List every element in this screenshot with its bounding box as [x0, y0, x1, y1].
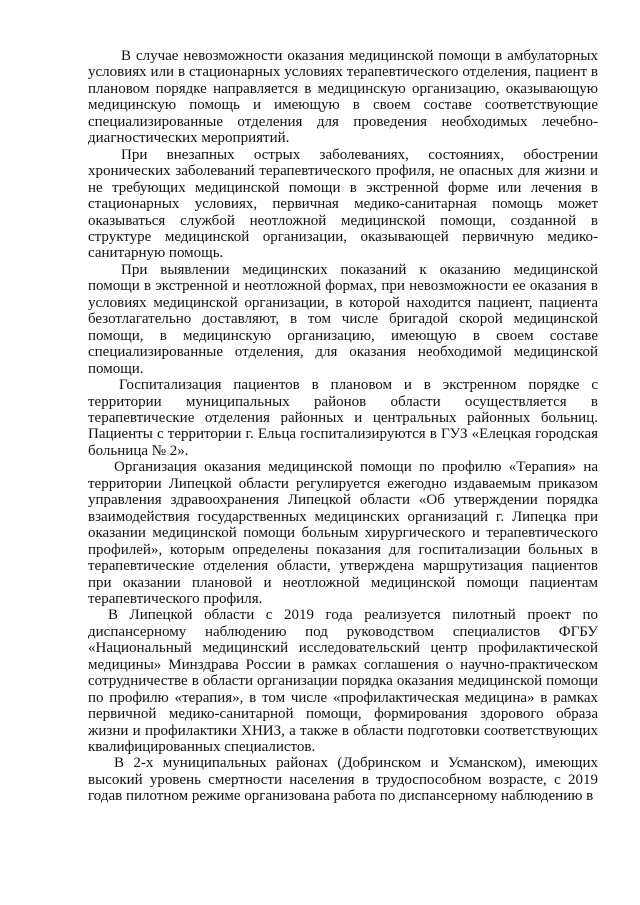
paragraph-1: В случае невозможности оказания медицинской помощи в амбулаторных условиях или в стационарных условиях терапевтического отделения, пациент в плановом порядке направляется в медицинскую организацию, оказывающую медицинскую помощь и имеющую в своем составе соответствующие специализированные отделения для проведения необходимых лечебно-диагностических мероприятий. — [88, 48, 598, 147]
paragraph-2: При внезапных острых заболеваниях, состояниях, обострении хронических заболеваний терапевтического профиля, не опасных для жизни и не требующих медицинской помощи в экстренной форме или лечения в стационарных условиях, первичная медико-санитарная помощь может оказываться службой неотложной медицинской помощи, созданной в структуре медицинской организации, оказывающей первичную медико-санитарную помощь. — [88, 146, 598, 262]
paragraph-7: В 2-х муниципальных районах (Добринском и Усманском), имеющих высокий уровень смертности населения в трудоспособном возрасте, с 2019 годав пилотном режиме организована работа по диспансерному наблюдению в — [88, 755, 598, 805]
paragraph-5: Организация оказания медицинской помощи по профилю «Терапия» на территории Липецкой области регулируется ежегодно издаваемым приказом управления здравоохранения Липецкой области «Об утверждении порядка взаимодействия государственных медицинских организаций г. Липецка при оказании медицинской помощи больным хирургического и терапевтического профилей», которым определены показания для госпитализации больных в терапевтические отделения области, утверждена маршрутизация пациентов при оказании плановой и неотложной медицинской помощи пациентам терапевтического профиля. — [88, 459, 598, 607]
document-page — [88, 48, 598, 805]
paragraph-3: При выявлении медицинских показаний к оказанию медицинской помощи в экстренной и неотложной формах, при невозможности ее оказания в условиях медицинской организации, в которой находится пациент, пациента безотлагательно доставляют, в том числе бригадой скорой медицинской помощи, в медицинскую организацию, имеющую в своем составе специализированные отделения, для оказания необходимой медицинской помощи. — [88, 261, 598, 377]
paragraph-6: В Липецкой области с 2019 года реализуется пилотный проект по диспансерному наблюдению под руководством специалистов ФГБУ «Национальный медицинский исследовательский центр профилактической медицины» Минздрава России в рамках соглашения о научно-практическом сотрудничестве в области организации порядка оказания медицинской помощи по профилю «терапия», в том числе «профилактическая медицина» в рамках первичной медико-санитарной помощи, формирования здорового образа жизни и профилактики ХНИЗ, а также в области подготовки соответствующих квалифицированных специалистов. — [88, 607, 598, 756]
paragraph-4: Госпитализация пациентов в плановом и в экстренном порядке с территории муниципальных районов области осуществляется в терапевтические отделения районных и центральных районных больниц. Пациенты с территории г. Ельца госпитализируются в ГУЗ «Елецкая городская больница № 2». — [88, 377, 598, 459]
